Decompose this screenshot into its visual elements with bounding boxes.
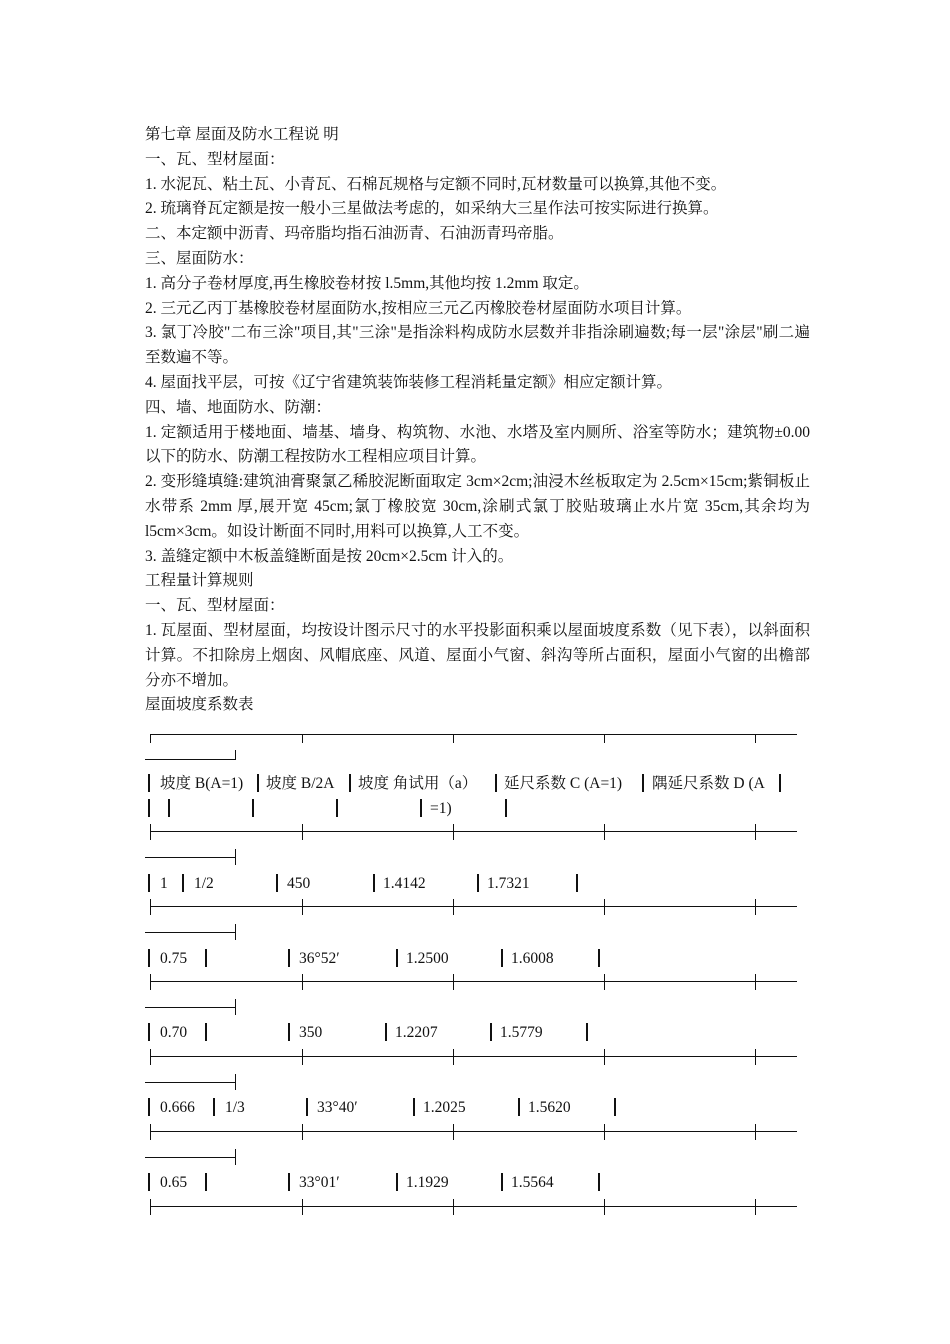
chapter-title: 第七章 屋面及防水工程说 明	[145, 126, 339, 143]
cell-divider	[336, 799, 338, 817]
table-rule	[302, 1049, 303, 1065]
cell-slope-b: 0.70	[160, 1024, 188, 1041]
cell-divider	[288, 949, 290, 967]
cell-divider	[598, 949, 600, 967]
cell-divider	[205, 1023, 207, 1041]
cell-coef-c: 1.2500	[406, 950, 449, 967]
header-coef-d: 隅延尺系数 D (A	[652, 775, 765, 792]
table-rule	[755, 899, 756, 915]
table-rule	[145, 759, 236, 760]
table-rule	[150, 981, 797, 982]
cell-slope-b2a: 1/2	[194, 875, 214, 892]
cell-slope-b: 0.666	[160, 1099, 195, 1116]
table-rule	[150, 974, 151, 990]
paragraph: 1. 定额适用于楼地面、墙基、墙身、构筑物、水池、水塔及室内厕所、浴室等防水；建筑物±0.00 以下的防水、防潮工程按防水工程相应项目计算。	[145, 423, 810, 466]
table-rule	[302, 1124, 303, 1140]
cell-divider	[349, 774, 351, 792]
cell-coef-c: 1.2207	[395, 1024, 438, 1041]
table-rule	[145, 932, 236, 933]
cell-divider	[148, 799, 150, 817]
cell-divider	[306, 1098, 308, 1116]
cell-angle: 33°40′	[317, 1099, 358, 1116]
table-rule	[150, 734, 797, 735]
table-rule	[150, 831, 797, 832]
cell-divider	[779, 774, 781, 792]
table-rule	[235, 999, 236, 1015]
section-heading: 一、瓦、型材屋面：	[145, 597, 285, 615]
cell-angle: 350	[299, 1024, 323, 1041]
cell-divider	[477, 874, 479, 892]
table-rule	[145, 1082, 236, 1083]
cell-divider	[518, 1098, 520, 1116]
table-rule	[604, 1124, 605, 1140]
table-rule	[150, 1124, 151, 1140]
cell-divider	[252, 799, 254, 817]
table-rule	[453, 899, 454, 915]
table-caption: 屋面坡度系数表	[145, 696, 254, 714]
cell-slope-b2a: 1/3	[225, 1099, 245, 1116]
header-coef-d-cont: =1)	[430, 800, 452, 817]
table-rule	[604, 974, 605, 990]
table-rule	[302, 899, 303, 915]
table-rule	[150, 734, 151, 743]
cell-divider	[288, 1023, 290, 1041]
table-rule	[235, 924, 236, 940]
paragraph: 1. 水泥瓦、粘土瓦、小青瓦、石棉瓦规格与定额不同时,瓦材数量可以换算,其他不变。	[145, 175, 727, 193]
cell-divider	[420, 799, 422, 817]
paragraph: 4. 屋面找平层，可按《辽宁省建筑装饰装修工程消耗量定额》相应定额计算。	[145, 373, 673, 391]
cell-divider	[501, 949, 503, 967]
table-rule	[755, 1049, 756, 1065]
table-rule	[302, 974, 303, 990]
table-rule	[453, 1049, 454, 1065]
cell-divider	[148, 874, 150, 892]
cell-divider	[182, 874, 184, 892]
table-rule	[604, 734, 605, 743]
cell-divider	[205, 949, 207, 967]
table-rule	[604, 1199, 605, 1215]
cell-divider	[576, 874, 578, 892]
table-rule	[145, 1007, 236, 1008]
cell-slope-b: 1	[160, 875, 168, 892]
table-rule	[150, 1056, 797, 1057]
cell-divider	[642, 774, 644, 792]
paragraph: 1. 瓦屋面、型材屋面，均按设计图示尺寸的水平投影面积乘以屋面坡度系数（见下表），以斜面积计算。不扣除房上烟囱、风帽底座、风道、屋面小气窗、斜沟等所占面积，屋面小气窗的出檐部分亦不增加。	[145, 621, 810, 689]
cell-coef-d: 1.5564	[511, 1174, 554, 1191]
cell-divider	[614, 1098, 616, 1116]
cell-divider	[586, 1023, 588, 1041]
cell-divider	[213, 1098, 215, 1116]
table-rule	[453, 1124, 454, 1140]
cell-divider	[413, 1098, 415, 1116]
cell-divider	[505, 799, 507, 817]
cell-coef-d: 1.5620	[528, 1099, 571, 1116]
section-heading: 三、屋面防水：	[145, 249, 254, 267]
section-heading: 二、本定额中沥青、玛帝脂均指石油沥青、石油沥青玛帝脂。	[145, 225, 564, 243]
cell-divider	[148, 1173, 150, 1191]
cell-divider	[257, 774, 259, 792]
table-rule	[604, 824, 605, 840]
table-rule	[235, 1149, 236, 1165]
cell-coef-c: 1.4142	[383, 875, 426, 892]
table-rule	[755, 974, 756, 990]
table-rule	[604, 1049, 605, 1065]
table-rule	[302, 1199, 303, 1215]
table-rule	[755, 734, 756, 743]
paragraph: 3. 盖缝定额中木板盖缝断面是按 20cm×2.5cm 计入的。	[145, 547, 514, 565]
table-rule	[150, 1131, 797, 1132]
table-rule	[145, 1157, 236, 1158]
paragraph: 2. 变形缝填缝:建筑油膏聚氯乙稀胶泥断面取定 3cm×2cm;油浸木丝板取定为 2.5cm×15cm;紫铜板止水带系 2mm 厚,展开宽 45cm;氯丁橡胶宽 30cm,涂刷式氯丁胶贴玻璃止水片宽 35cm,其余均为 l5cm×3cm。如设计断面不同时,用料可以换算,人工不变。	[145, 473, 810, 540]
cell-divider	[495, 774, 497, 792]
cell-coef-c: 1.1929	[406, 1174, 449, 1191]
section-heading: 工程量计算规则	[145, 572, 254, 590]
cell-divider	[373, 874, 375, 892]
cell-slope-b: 0.65	[160, 1174, 188, 1191]
cell-coef-c: 1.2025	[423, 1099, 466, 1116]
table-rule	[453, 974, 454, 990]
table-rule	[150, 824, 151, 840]
table-rule	[453, 1199, 454, 1215]
cell-divider	[276, 874, 278, 892]
cell-divider	[396, 949, 398, 967]
table-rule	[453, 734, 454, 743]
table-rule	[150, 899, 151, 915]
section-heading: 一、瓦、型材屋面：	[145, 150, 285, 168]
table-rule	[755, 824, 756, 840]
cell-divider	[148, 949, 150, 967]
cell-divider	[288, 1173, 290, 1191]
table-rule	[453, 824, 454, 840]
cell-coef-d: 1.5779	[500, 1024, 543, 1041]
header-slope-b: 坡度 B(A=1)	[160, 775, 244, 792]
cell-divider	[598, 1173, 600, 1191]
header-slope-b2a: 坡度 B/2A	[266, 775, 335, 792]
table-rule	[302, 824, 303, 840]
cell-divider	[148, 1098, 150, 1116]
table-rule	[235, 750, 236, 760]
table-rule	[145, 857, 236, 858]
paragraph: 3. 氯丁冷胶"二布三涂"项目,其"三涂"是指涂料构成防水层数并非指涂刷遍数;每一层"涂层"刷二遍至数遍不等。	[145, 324, 810, 367]
cell-angle: 33°01′	[299, 1174, 340, 1191]
section-heading: 四、墙、地面防水、防潮：	[145, 398, 332, 416]
paragraph: 1. 高分子卷材厚度,再生橡胶卷材按 l.5mm,其他均按 1.2mm 取定。	[145, 274, 589, 292]
cell-divider	[385, 1023, 387, 1041]
cell-divider	[168, 799, 170, 817]
cell-divider	[148, 1023, 150, 1041]
table-rule	[302, 734, 303, 743]
paragraph: 2. 三元乙丙丁基橡胶卷材屋面防水,按相应三元乙丙橡胶卷材屋面防水项目计算。	[145, 299, 692, 317]
table-rule	[150, 1049, 151, 1065]
header-angle: 坡度 角试用（a）	[358, 775, 478, 792]
cell-divider	[148, 774, 150, 792]
table-rule	[235, 1074, 236, 1090]
cell-angle: 36°52′	[299, 950, 340, 967]
cell-slope-b: 0.75	[160, 950, 188, 967]
table-rule	[150, 1206, 797, 1207]
table-rule	[755, 1199, 756, 1215]
table-rule	[150, 906, 797, 907]
cell-angle: 450	[287, 875, 311, 892]
table-rule	[755, 1124, 756, 1140]
table-rule	[235, 849, 236, 865]
header-coef-c: 延尺系数 C (A=1)	[504, 775, 623, 792]
table-rule	[604, 899, 605, 915]
cell-divider	[205, 1173, 207, 1191]
cell-divider	[396, 1173, 398, 1191]
cell-divider	[501, 1173, 503, 1191]
cell-coef-d: 1.7321	[487, 875, 530, 892]
paragraph: 2. 琉璃脊瓦定额是按一般小三星做法考虑的，如采纳大三星作法可按实际进行换算。	[145, 200, 719, 218]
table-rule	[150, 1199, 151, 1215]
cell-coef-d: 1.6008	[511, 950, 554, 967]
cell-divider	[490, 1023, 492, 1041]
